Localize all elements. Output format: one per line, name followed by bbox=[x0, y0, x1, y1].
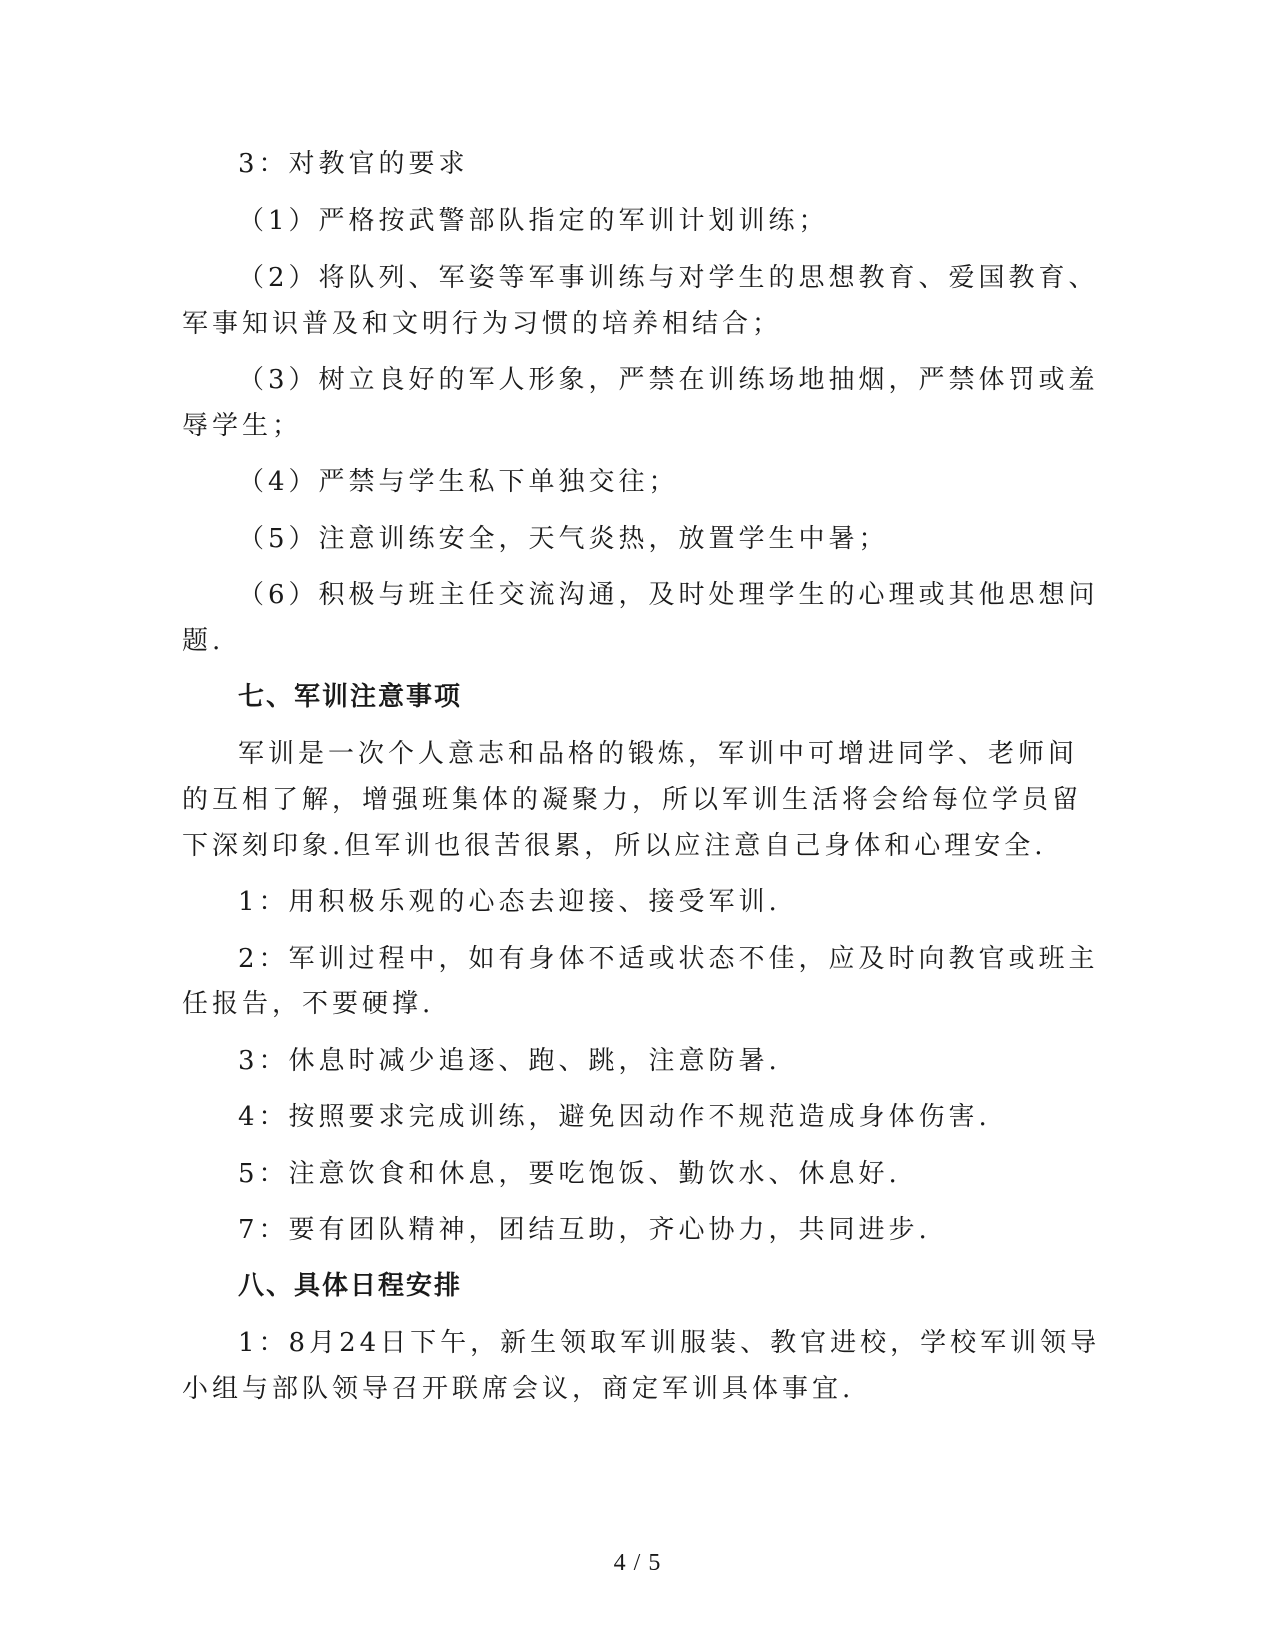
section-heading-8: 八、具体日程安排 bbox=[238, 1271, 463, 1301]
list-item: 4：按照要求完成训练，避免因动作不规范造成身体伤害. bbox=[238, 1102, 991, 1132]
paragraph-line: 军事知识普及和文明行为习惯的培养相结合； bbox=[182, 309, 783, 339]
page-number: 4 / 5 bbox=[613, 1550, 662, 1576]
paragraph-line: 下深刻印象.但军训也很苦很累，所以应注意自己身体和心理安全. bbox=[182, 831, 1047, 861]
paragraph-line: （2）将队列、军姿等军事训练与对学生的思想教育、爱国教育、 bbox=[238, 263, 1099, 293]
list-item: 任报告，不要硬撑. bbox=[182, 989, 435, 1019]
paragraph-line: （4）严禁与学生私下单独交往； bbox=[238, 467, 679, 497]
paragraph-line: 题. bbox=[182, 626, 225, 656]
list-item: 1：用积极乐观的心态去迎接、接受军训. bbox=[238, 887, 781, 917]
section-heading-7: 七、军训注意事项 bbox=[238, 682, 463, 712]
section-3-title: 3：对教官的要求 bbox=[238, 149, 469, 179]
paragraph-line: （1）严格按武警部队指定的军训计划训练； bbox=[238, 206, 829, 236]
list-item: 3：休息时减少追逐、跑、跳，注意防暑. bbox=[238, 1046, 781, 1076]
list-item: 5：注意饮食和休息，要吃饱饭、勤饮水、休息好. bbox=[238, 1159, 901, 1189]
paragraph-line: 的互相了解，增强班集体的凝聚力，所以军训生活将会给每位学员留 bbox=[182, 785, 1083, 815]
paragraph-line: （6）积极与班主任交流沟通，及时处理学生的心理或其他思想问 bbox=[238, 580, 1099, 610]
list-item: 7：要有团队精神，团结互助，齐心协力，共同进步. bbox=[238, 1215, 931, 1245]
list-item: 1：8月24日下午，新生领取军训服装、教官进校，学校军训领导 bbox=[238, 1328, 1101, 1358]
list-item: 小组与部队领导召开联席会议，商定军训具体事宜. bbox=[182, 1374, 855, 1404]
paragraph-line: 军训是一次个人意志和品格的锻炼，军训中可增进同学、老师间 bbox=[238, 739, 1079, 769]
list-item: 2：军训过程中，如有身体不适或状态不佳，应及时向教官或班主 bbox=[238, 944, 1099, 974]
paragraph-line: 辱学生； bbox=[182, 411, 303, 441]
paragraph-line: （5）注意训练安全，天气炎热，放置学生中暑； bbox=[238, 524, 889, 554]
paragraph-line: （3）树立良好的军人形象，严禁在训练场地抽烟，严禁体罚或羞 bbox=[238, 365, 1099, 395]
